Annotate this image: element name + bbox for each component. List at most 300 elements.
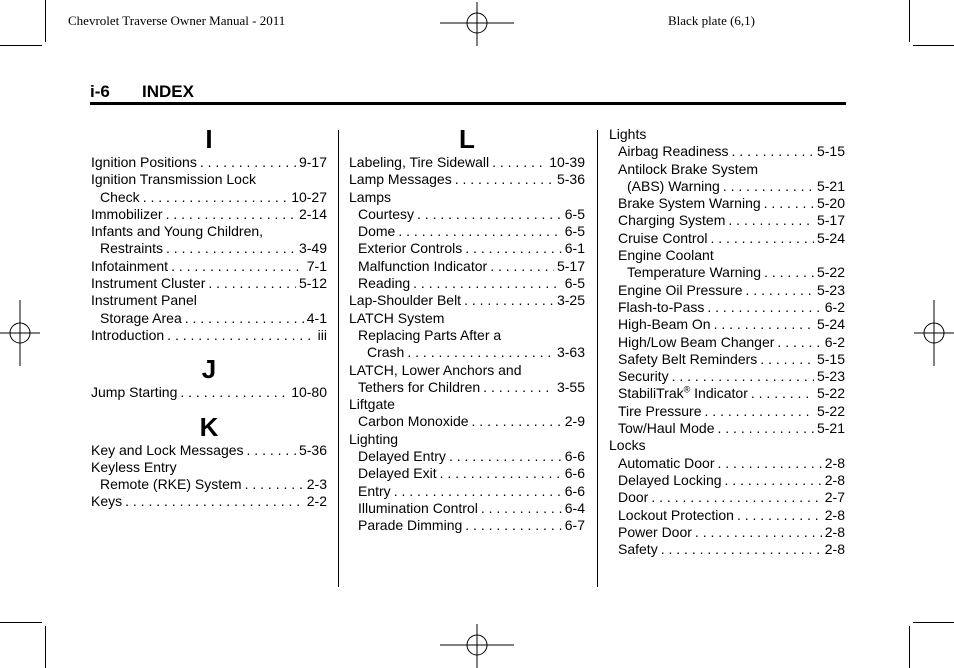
index-entry-text [358,379,480,396]
index-entry-label: Keyless Entry [91,458,177,475]
index-entry-page: 5-23 [816,281,845,298]
index-entry-text [349,362,522,379]
index-entry-label: Malfunction Indicator [358,257,488,274]
index-entry-page: 2-8 [824,506,845,523]
index-column-3 [609,126,845,558]
index-entry-text [618,316,711,333]
index-entry-page: 6-5 [564,275,585,292]
index-entry [91,154,327,171]
dot-leader [737,507,822,524]
index-entry-text [349,189,391,206]
index-entry-page: 10-39 [549,154,585,170]
index-entry-text [100,189,140,206]
index-entry-page: 2-7 [824,489,845,506]
index-entry [349,413,585,430]
dot-leader [166,206,296,223]
index-entry-text [618,351,757,368]
index-entry-page: 6-2 [824,333,845,350]
index-entry [91,240,327,257]
index-entry-text [100,310,182,327]
index-entry [349,223,585,240]
page-number: i-6 [90,82,110,101]
index-letter-heading: J [201,354,217,385]
dot-leader [449,448,562,465]
index-entry-page: 6-6 [564,448,585,465]
index-entry-text [618,230,707,247]
index-entry [91,292,327,309]
index-entry-page: 6-6 [564,465,585,482]
registration-mark-bottom [440,624,514,668]
dot-leader [732,143,814,160]
index-entry-page: 5-22 [816,385,845,402]
index-entry-label: Safety Belt Reminders [618,350,758,367]
index-entry-label: Delayed Locking [618,471,722,488]
index-entry-page: 5-21 [816,420,845,437]
dot-leader [440,465,562,482]
dot-leader [764,264,814,281]
index-entry-label: Remote (RKE) System [100,476,242,493]
index-entry [91,384,327,401]
dot-leader [245,476,304,493]
dot-leader [125,493,304,510]
index-entry-suffix: Indicator [690,385,748,402]
index-entry-label: Keys [91,493,123,510]
index-letter-heading: I [205,124,213,154]
index-entry-page: 6-4 [564,499,585,516]
crop-mark [45,0,46,42]
index-entry-label: Cruise Control [618,229,708,246]
index-entry-page: 2-2 [306,493,327,510]
index-entry-page: 5-36 [556,171,585,188]
index-entry-text [618,489,648,506]
index-entry-text [91,459,177,476]
dot-leader [413,275,562,292]
index-entry-label: Charging System [618,212,726,229]
index-entry-text [609,126,646,143]
dot-leader [483,379,554,396]
index-entry-text [358,517,462,534]
index-entry-text [91,493,122,510]
index-entry-page: 6-5 [564,223,585,240]
index-entry [349,465,585,482]
crop-mark [45,626,46,668]
index-entry-label: Jump Starting [91,384,178,401]
index-entry-label: Ignition Positions [91,154,197,170]
index-entry-text [618,195,761,212]
index-entry [349,240,585,257]
index-entry-label: Lamp Messages [349,171,452,188]
dot-leader [751,385,814,402]
dot-leader [723,178,814,195]
index-entry-label: Temperature Warning [627,264,762,281]
index-entry [349,517,585,534]
index-entry-text [618,385,748,402]
dot-leader [167,327,314,344]
index-entry-page: 2-14 [298,205,327,222]
index-entry-text [618,368,669,385]
index-entry [609,143,845,160]
index-entry [609,161,845,178]
index-entry-page: 10-80 [291,384,327,401]
index-entry-page: 5-12 [298,275,327,292]
index-entry-label: Dome [358,223,396,240]
index-entry-page: iii [317,326,327,343]
index-entry [349,379,585,396]
index-entry-label: Instrument Cluster [91,275,206,292]
dot-leader [208,275,296,292]
index-entry-text [358,465,437,482]
index-entry [349,500,585,517]
registration-mark-top [440,2,514,46]
index-entry-text [358,500,478,517]
index-entry-text [618,507,734,524]
running-header-title: Chevrolet Traverse Owner Manual - 2011 [68,13,286,28]
index-entry-page: 2-9 [564,413,585,430]
index-entry [609,230,845,247]
index-entry-text [358,483,391,500]
dot-leader [717,455,821,472]
index-entry [609,385,845,402]
page-title: INDEX [142,82,194,101]
index-entry-page: 5-24 [816,316,845,333]
index-entry [91,189,327,206]
index-entry-label: Tire Pressure [618,402,702,419]
index-entry-text [618,299,704,316]
index-entry [609,126,845,143]
index-entry-page: 5-15 [816,143,845,160]
index-entry-text [618,524,692,541]
index-entry-page: 7-1 [306,257,327,274]
dot-leader [394,483,562,500]
index-entry-label: Exterior Controls [358,240,463,257]
crop-mark [909,0,910,42]
crop-mark [913,622,954,623]
dot-leader [247,442,296,459]
running-header-plate: Black plate (6,1) [668,13,755,28]
index-entry-label: Check [100,188,140,205]
index-entry-page: 6-6 [564,482,585,499]
index-entry-label: Delayed Exit [358,465,437,482]
dot-leader [200,154,296,171]
dot-leader [481,500,562,517]
index-entry-text [618,403,702,420]
index-entry-label: Security [618,368,669,385]
index-entry-text [91,154,197,171]
index-entry-page: 5-17 [556,257,585,274]
dot-leader [714,316,814,333]
index-entry [609,524,845,541]
index-entry-page: 6-5 [564,205,585,222]
index-entry-label: Courtesy [358,205,415,222]
index-entry-text [358,448,446,465]
index-entry [349,310,585,327]
index-entry-label: Lights [609,126,647,142]
index-entry-label: Liftgate [349,396,395,413]
index-entry-label: Safety [618,541,658,558]
index-entry-text [91,384,177,401]
index-entry-page: 3-55 [556,378,585,395]
index-entry-page: 5-22 [816,402,845,419]
index-entry [91,310,327,327]
dot-leader [651,489,821,506]
index-entry-page: 2-3 [306,476,327,493]
index-entry-text [618,472,722,489]
index-entry-page: 5-36 [298,441,327,458]
index-entry [91,442,327,459]
index-entry [609,507,845,524]
index-entry-text [358,258,487,275]
index-entry [609,472,845,489]
index-entry-page: 5-23 [816,368,845,385]
section-header [90,82,846,105]
index-entry-text [349,396,395,413]
column-divider [597,130,598,587]
index-entry-text [618,282,743,299]
dot-leader [705,403,814,420]
index-entry-text [91,292,197,309]
index-entry [609,178,845,195]
dot-leader [180,384,288,401]
index-entry-label: Flash-to-Pass [618,298,705,315]
index-entry-label: High-Beam On [618,316,711,333]
index-entry-label: (ABS) Warning [627,177,720,194]
index-entry [349,206,585,223]
index-entry [609,489,845,506]
index-entry-page: 5-15 [816,350,845,367]
dot-leader [465,240,562,257]
index-column-1 [91,126,327,511]
index-entry-label: Carbon Monoxide [358,413,469,430]
index-entry [91,275,327,292]
index-entry-label: Restraints [100,240,164,257]
index-entry-label: Delayed Entry [358,448,446,465]
index-entry-page: 2-8 [824,471,845,488]
index-entry-label: Parade Dimming [358,517,463,534]
index-entry-text [349,310,444,327]
index-entry [609,264,845,281]
dot-leader [464,292,554,309]
index-entry-label: Engine Oil Pressure [618,281,743,298]
dot-leader [171,258,304,275]
index-entry [349,431,585,448]
index-letter-heading: K [199,411,219,442]
crop-mark [0,45,42,46]
index-entry-text [618,420,715,437]
index-entry [91,206,327,223]
index-entry-label: Power Door [618,523,692,540]
index-entry [609,541,845,558]
index-entry-text [100,476,242,493]
index-column-2 [349,126,585,535]
index-entry-label: Lockout Protection [618,506,734,523]
index-entry-label: Infants and Young Children, [91,223,264,240]
dot-leader [492,154,546,171]
dot-leader [746,282,814,299]
index-entry [349,292,585,309]
index-entry-page: 5-17 [816,212,845,229]
index-entry-page: 6-7 [564,517,585,534]
index-entry-text [358,223,395,240]
index-entry-text [358,240,462,257]
index-entry-label: Lighting [349,430,399,447]
index-entry-page: 2-8 [824,523,845,540]
index-entry-label: Key and Lock Messages [91,441,244,458]
index-entry-text [618,161,758,178]
index-entry-text [100,240,163,257]
index-entry [609,437,845,454]
index-entry-page: 5-22 [816,264,845,281]
index-entry-page: 3-25 [556,292,585,309]
index-entry [91,327,327,344]
index-entry [609,455,845,472]
index-entry-label: Reading [358,275,411,292]
index-entry-page: 10-27 [291,188,327,205]
index-entry-text [358,206,414,223]
index-entry [609,299,845,316]
dot-leader [710,230,813,247]
dot-leader [718,420,814,437]
dot-leader [725,472,822,489]
index-entry-text [91,275,205,292]
dot-leader [143,189,289,206]
index-entry-label: Infotainment [91,257,169,274]
index-entry-page: 4-1 [306,309,327,326]
index-entry-label: LATCH, Lower Anchors and [349,361,522,378]
dot-leader [166,240,296,257]
index-entry-label: Automatic Door [618,454,715,471]
index-entry-label: Lamps [349,188,392,205]
index-entry-text [627,178,720,195]
dot-leader [490,258,554,275]
index-entry-text [367,344,404,361]
index-entry [609,212,845,229]
index-entry [349,483,585,500]
index-entry-label: Introduction [91,326,165,343]
index-entry [91,459,327,476]
index-entry-text [618,541,658,558]
index-entry [609,282,845,299]
index-entry-label: Ignition Transmission Lock [91,171,256,188]
index-entry [91,171,327,188]
index-entry-label: Immobilizer [91,205,163,222]
index-entry-label: Door [618,489,649,506]
index-entry [349,327,585,344]
index-entry-text [91,171,256,188]
index-entry-page: 6-2 [824,298,845,315]
index-entry-label: Antilock Brake System [618,160,759,177]
index-entry-page: 6-1 [564,240,585,257]
index-entry-text [349,431,398,448]
index-entry-text [349,292,461,309]
index-entry-text [91,258,168,275]
index-entry-label: Lap-Shoulder Belt [349,292,462,309]
index-entry-page: 2-8 [824,454,845,471]
index-entry-label: Storage Area [100,309,182,326]
index-entry-text [349,154,489,171]
index-entry-text [618,247,714,264]
index-entry-page: 3-63 [556,344,585,361]
index-entry-label: Brake System Warning [618,195,761,212]
dot-leader [661,541,822,558]
index-entry-label: Crash [367,344,405,361]
index-entry-text [91,327,164,344]
index-entry-label: Labeling, Tire Sidewall [349,154,490,170]
index-entry [609,247,845,264]
index-entry [349,362,585,379]
dot-leader [760,351,814,368]
dot-leader [417,206,562,223]
column-divider [338,130,339,587]
index-entry-text [627,264,761,281]
index-entry [609,316,845,333]
dot-leader [407,344,554,361]
index-entry-text [609,437,646,454]
index-entry [609,368,845,385]
index-entry [91,476,327,493]
dot-leader [185,310,304,327]
index-entry-page: 2-8 [824,541,845,558]
dot-leader [728,212,814,229]
index-entry-label: Replacing Parts After a [358,326,502,343]
index-entry [609,351,845,368]
index-entry-text [91,442,244,459]
crop-mark [909,626,910,668]
registration-mark-right [914,300,954,366]
index-entry-label: Tow/Haul Mode [618,420,715,437]
dot-leader [777,334,821,351]
index-entry-text [358,327,501,344]
index-entry [349,448,585,465]
index-entry [349,396,585,413]
dot-leader [707,299,821,316]
index-entry [349,275,585,292]
index-entry [349,171,585,188]
index-entry-label: High/Low Beam Changer [618,333,775,350]
dot-leader [472,413,562,430]
index-entry [349,258,585,275]
index-entry [91,493,327,510]
index-entry-text [618,455,714,472]
crop-mark [913,45,954,46]
index-entry [609,195,845,212]
dot-leader [695,524,822,541]
index-entry-label: Tethers for Children [358,378,481,395]
index-entry-label: LATCH System [349,309,445,326]
index-entry-text [358,413,469,430]
registration-mark-left [0,300,40,366]
registered-mark: ® [683,384,691,395]
index-entry-page: 5-20 [816,195,845,212]
index-entry [609,420,845,437]
index-entry-label: Illumination Control [358,499,478,516]
dot-leader [672,368,814,385]
index-entry-text [618,143,729,160]
index-entry-text [91,206,163,223]
index-entry-text [618,334,774,351]
index-entry [349,189,585,206]
index-entry [349,154,585,171]
dot-leader [398,223,561,240]
index-entry-label: Airbag Readiness [618,143,729,160]
index-entry-label: Engine Coolant [618,247,714,264]
index-entry [349,344,585,361]
crop-mark [0,622,42,623]
index-entry-label: StabiliTrak [618,385,684,402]
index-entry-label: Locks [609,437,646,454]
index-entry [91,258,327,275]
index-entry-page: 5-24 [816,229,845,246]
dot-leader [764,195,814,212]
